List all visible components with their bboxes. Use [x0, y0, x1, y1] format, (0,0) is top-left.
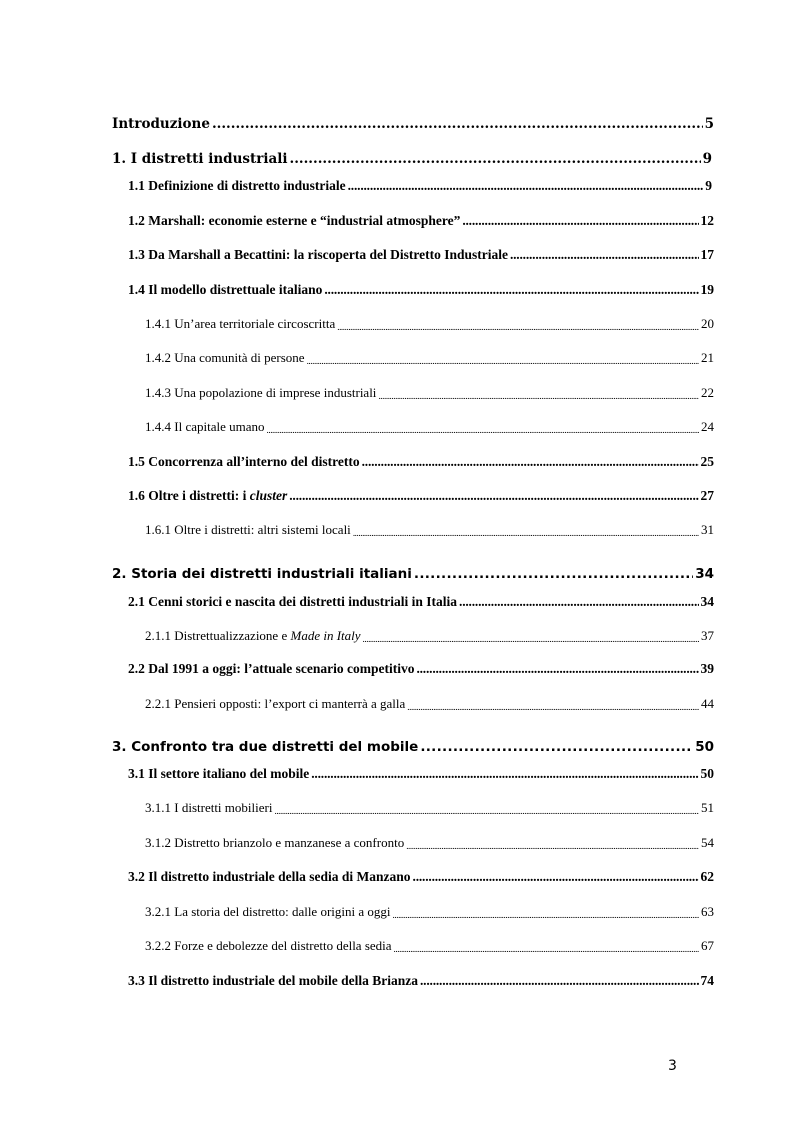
toc-entry-page: 21 — [701, 350, 714, 365]
toc-entry-label: 2. Storia dei distretti industriali italiani — [112, 566, 412, 582]
toc-entry-label: 3.3 Il distretto industriale del mobile della Brianza — [128, 973, 418, 988]
dot-leader — [413, 869, 699, 885]
dot-leader — [353, 522, 699, 538]
dot-leader — [348, 178, 704, 194]
dot-leader — [420, 973, 699, 989]
toc-entry-label: 1.4.1 Un’area territoriale circoscritta — [145, 316, 336, 331]
toc-entry-page: 12 — [700, 213, 714, 228]
toc-entry-page: 44 — [701, 696, 714, 711]
toc-entry-1-4-2[interactable] — [145, 350, 714, 366]
toc-entry-page: 34 — [695, 566, 714, 582]
toc-entry-label: 3.2.2 Forze e debolezze del distretto della sedia — [145, 938, 392, 953]
dot-leader — [337, 316, 699, 332]
toc-entry-label-text: 1.6 Oltre i distretti: i — [128, 488, 250, 503]
toc-entry-introduzione[interactable] — [112, 116, 714, 132]
toc-entry-label: 3.1 Il settore italiano del mobile — [128, 766, 310, 781]
toc-entry-page: 62 — [700, 869, 714, 884]
dot-leader — [416, 661, 698, 677]
toc-entry-label: 2.1 Cenni storici e nascita dei distretti industriali in Italia — [128, 594, 458, 609]
toc-entry-page: 51 — [701, 800, 714, 815]
toc-entry-page: 50 — [695, 739, 714, 755]
dot-leader — [378, 385, 699, 401]
toc-entry-page: 17 — [700, 247, 714, 262]
toc-entry-1-6[interactable] — [128, 488, 714, 504]
toc-entry-page: 39 — [700, 661, 714, 676]
dot-leader — [414, 566, 693, 582]
toc-entry-3-2[interactable] — [128, 869, 714, 885]
toc-entry-label: 1.4.2 Una comunità di persone — [145, 350, 305, 365]
dot-leader — [420, 739, 693, 755]
toc-entry-3-1-2[interactable] — [145, 835, 714, 851]
toc-entry-page: 63 — [701, 904, 714, 919]
toc-entry-page: 20 — [701, 316, 714, 331]
toc-entry-page: 27 — [700, 488, 714, 503]
toc-entry-3-3[interactable] — [128, 973, 714, 989]
toc-entry-label: 3.1.1 I distretti mobilieri — [145, 800, 273, 815]
dot-leader — [462, 213, 698, 229]
toc-entry-label: 2.2 Dal 1991 a oggi: l’attuale scenario competitivo — [128, 661, 415, 676]
toc-entry-page: 5 — [704, 116, 714, 132]
dot-leader — [362, 454, 699, 470]
dot-leader — [212, 116, 703, 132]
toc-entry-label: 1.5 Concorrenza all’interno del distretto — [128, 454, 360, 469]
toc-entry-label: 1.4.3 Una popolazione di imprese industriali — [145, 385, 377, 400]
toc-entry-1-2[interactable] — [128, 213, 714, 229]
toc-entry-2-2-1[interactable] — [145, 696, 714, 712]
toc-entry-page: 19 — [700, 282, 714, 297]
dot-leader — [311, 766, 698, 782]
toc-entry-3-2-1[interactable] — [145, 904, 714, 920]
toc-entry-label: 1.4 Il modello distrettuale italiano — [128, 282, 323, 297]
toc-entry-page: 37 — [701, 628, 714, 643]
dot-leader — [290, 151, 701, 167]
toc-entry-label: 2.2.1 Pensieri opposti: l’export ci manterrà a galla — [145, 696, 406, 711]
toc-entry-page: 9 — [705, 178, 712, 193]
toc-entry-chapter-2[interactable] — [112, 566, 714, 582]
dot-leader — [274, 800, 699, 816]
toc-entry-page: 34 — [700, 594, 714, 609]
dot-leader — [407, 696, 699, 712]
toc-entry-label: 3. Confronto tra due distretti del mobile — [112, 739, 419, 755]
toc-entry-label: 1. I distretti industriali — [112, 151, 288, 167]
toc-entry-label: 1.6.1 Oltre i distretti: altri sistemi locali — [145, 522, 351, 537]
toc-entry-page: 22 — [701, 385, 714, 400]
dot-leader — [363, 628, 699, 644]
toc-entry-3-1[interactable] — [128, 766, 714, 782]
toc-entry-1-3[interactable] — [128, 247, 714, 263]
toc-entry-1-4-4[interactable] — [145, 419, 714, 435]
toc-entry-3-2-2[interactable] — [145, 938, 714, 954]
toc-entry-label: 3.1.2 Distretto brianzolo e manzanese a confronto — [145, 835, 405, 850]
toc-entry-label — [128, 488, 289, 504]
dot-leader — [307, 350, 699, 366]
toc-entry-2-1[interactable] — [128, 594, 714, 610]
dot-leader — [324, 282, 698, 298]
toc-entry-2-2[interactable] — [128, 661, 714, 677]
dot-leader — [393, 904, 699, 920]
toc-entry-3-1-1[interactable] — [145, 800, 714, 816]
toc-entry-2-1-1[interactable] — [145, 628, 714, 644]
toc-entry-1-4-1[interactable] — [145, 316, 714, 332]
toc-entry-label: 1.3 Da Marshall a Becattini: la riscoperta del Distretto Industriale — [128, 247, 508, 262]
dot-leader — [459, 594, 698, 610]
toc-entry-1-4-3[interactable] — [145, 385, 714, 401]
toc-entry-label-text: 2.1.1 Distrettualizzazione e — [145, 628, 291, 643]
toc-entry-1-5[interactable] — [128, 454, 714, 470]
toc-entry-page: 24 — [701, 419, 714, 434]
toc-entry-page: 54 — [701, 835, 714, 850]
toc-entry-chapter-3[interactable] — [112, 739, 714, 755]
toc-entry-chapter-1[interactable] — [112, 151, 712, 167]
toc-entry-label: Introduzione — [112, 116, 210, 132]
dot-leader — [289, 488, 698, 504]
toc-entry-1-6-1[interactable] — [145, 522, 714, 538]
dot-leader — [394, 938, 699, 954]
toc-entry-label-italic: cluster — [249, 488, 288, 503]
toc-entry-1-4[interactable] — [128, 282, 714, 298]
dot-leader — [510, 247, 699, 263]
dot-leader — [267, 419, 700, 435]
toc-entry-label: 1.2 Marshall: economie esterne e “industrial atmosphere” — [128, 213, 461, 228]
toc-entry-label: 3.2.1 La storia del distretto: dalle origini a oggi — [145, 904, 391, 919]
toc-entry-page: 67 — [701, 938, 714, 953]
toc-entry-label-italic: Made in Italy — [290, 628, 361, 643]
toc-entry-label — [145, 628, 363, 644]
toc-entry-page: 25 — [700, 454, 714, 469]
toc-entry-page: 50 — [700, 766, 714, 781]
toc-entry-label: 1.4.4 Il capitale umano — [145, 419, 265, 434]
toc-entry-label: 1.1 Definizione di distretto industriale — [128, 178, 346, 193]
toc-entry-1-1[interactable] — [128, 178, 712, 194]
toc-entry-page: 74 — [700, 973, 714, 988]
dot-leader — [406, 835, 699, 851]
toc-entry-page: 31 — [701, 522, 714, 537]
page-number: 3 — [668, 1058, 677, 1074]
toc-entry-page: 9 — [702, 151, 712, 167]
toc-entry-label: 3.2 Il distretto industriale della sedia di Manzano — [128, 869, 411, 884]
